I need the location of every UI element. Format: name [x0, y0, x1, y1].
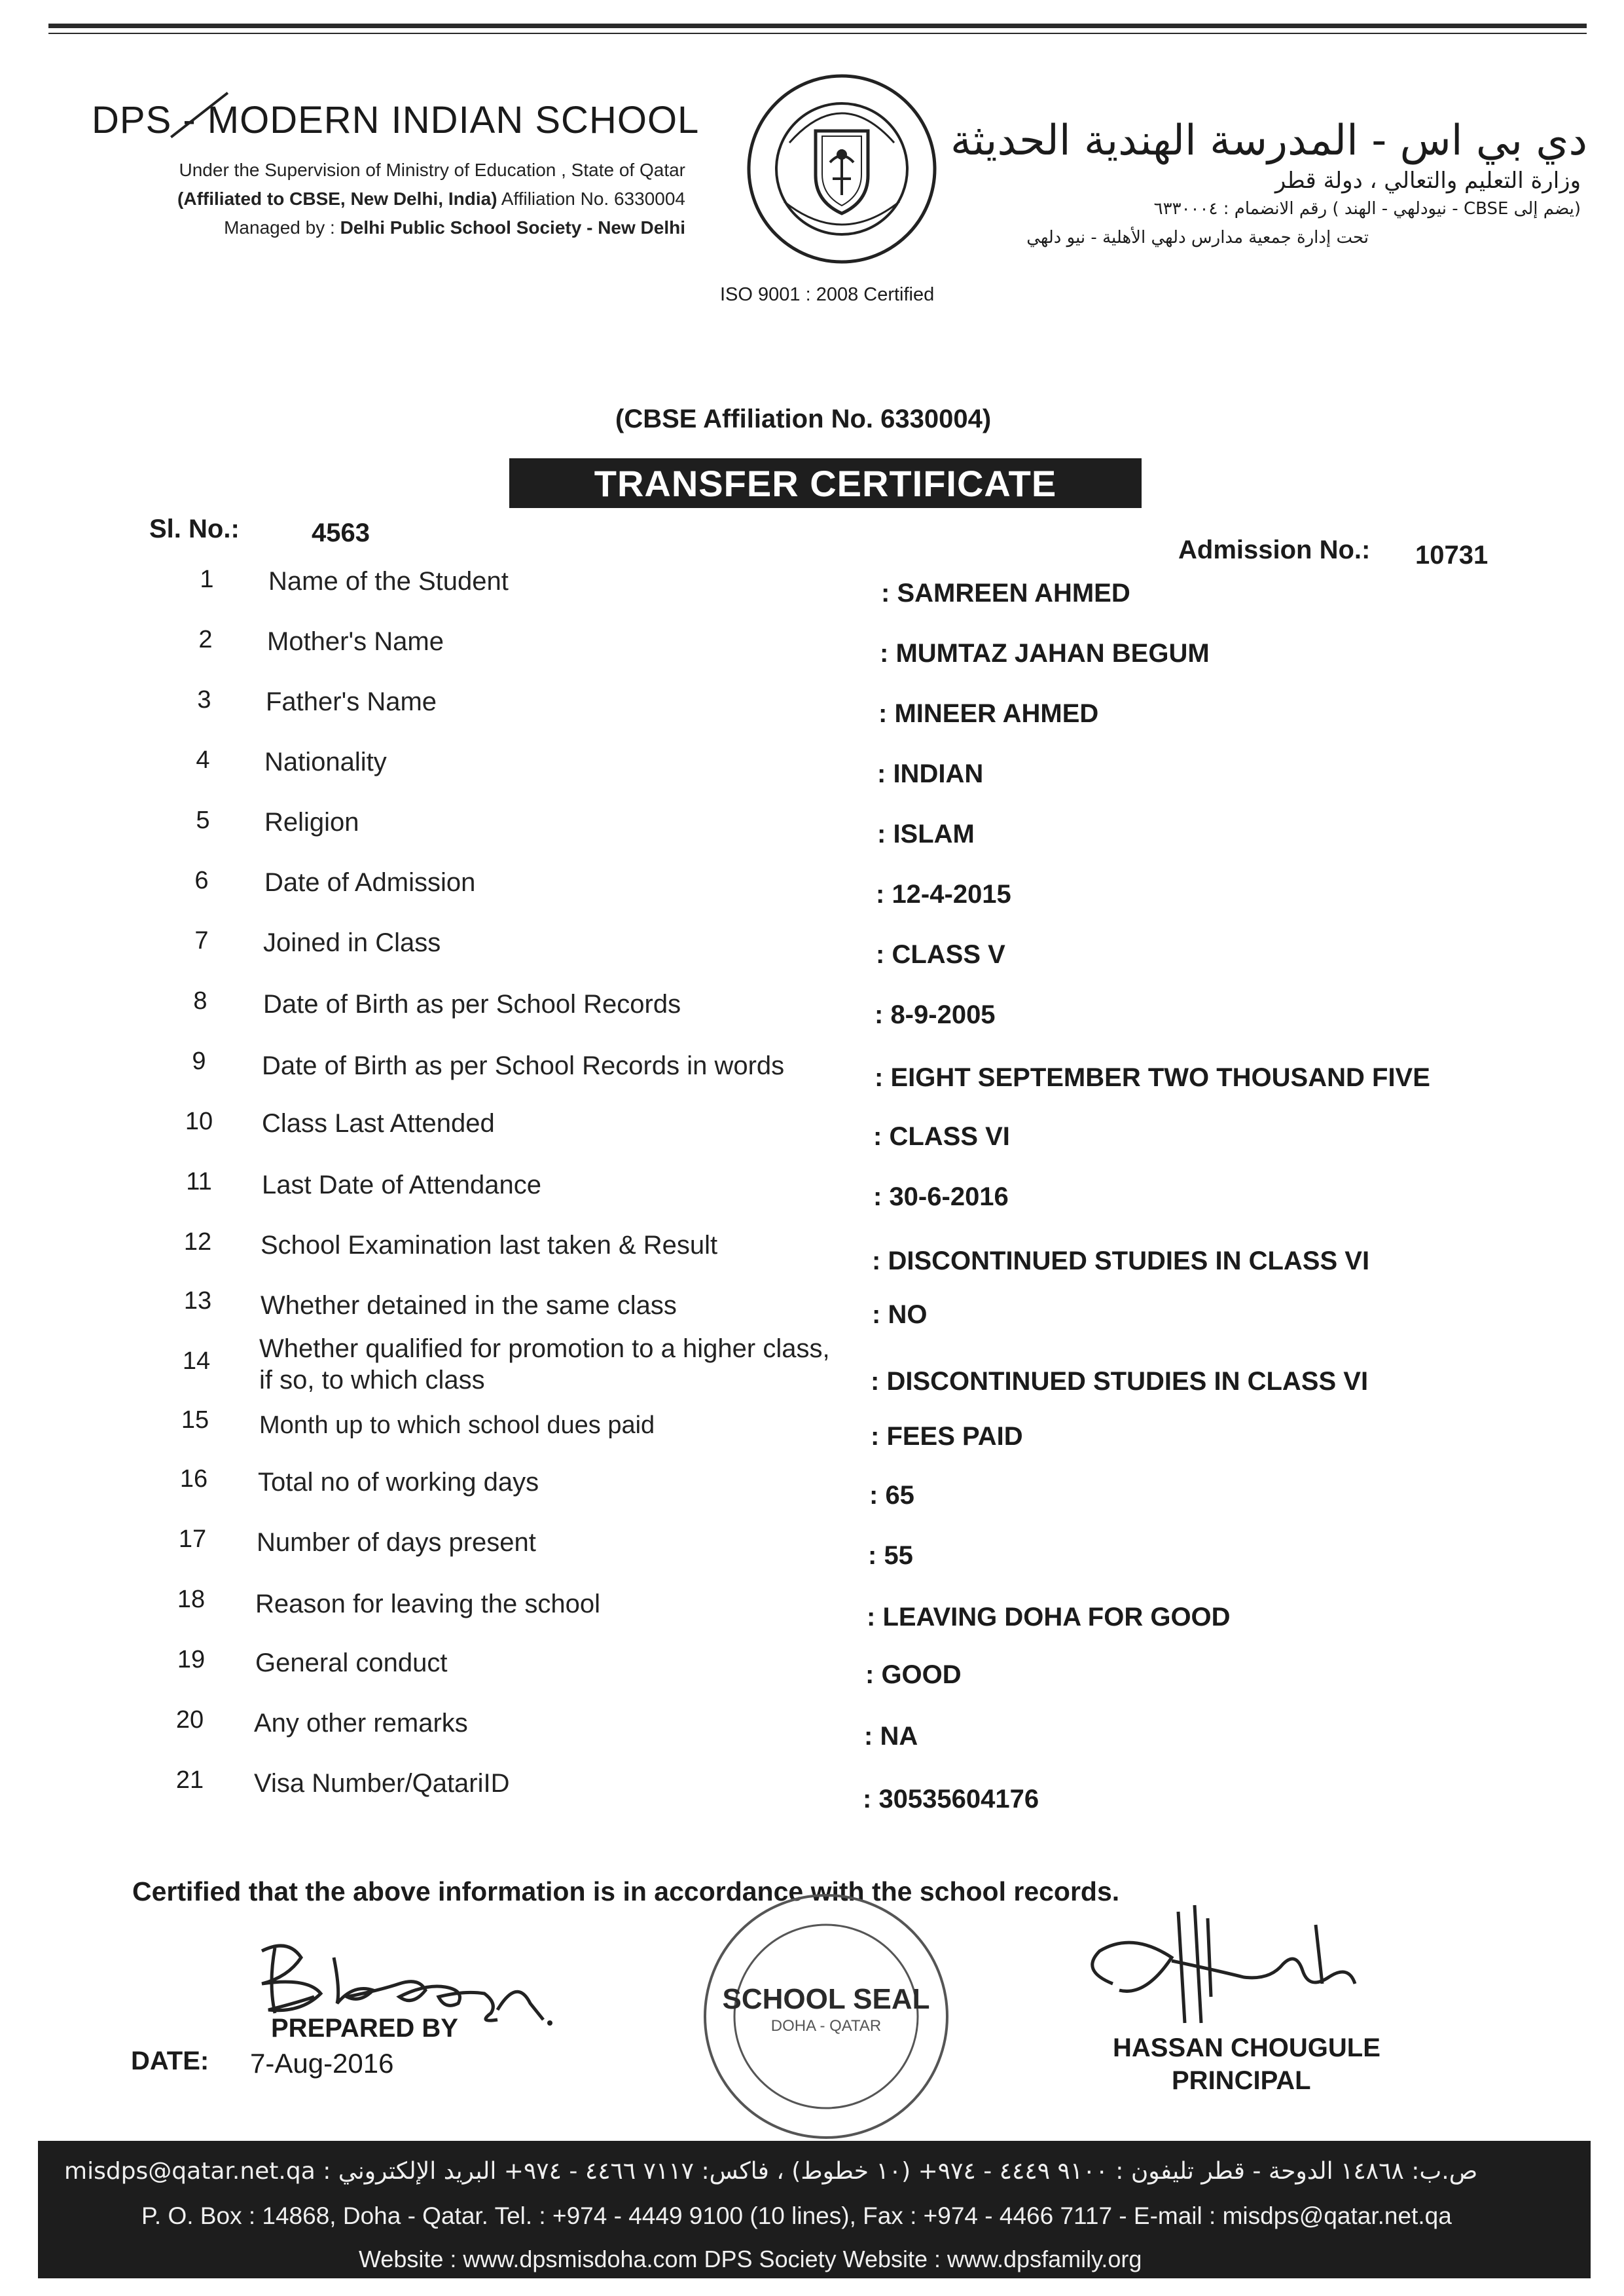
- top-rule-thin: [48, 33, 1587, 34]
- date-value: 7-Aug-2016: [250, 2048, 394, 2079]
- date-label: DATE:: [131, 2047, 209, 2075]
- row-value: : 30535604176: [863, 1785, 1039, 1814]
- row-value: : MUMTAZ JAHAN BEGUM: [880, 639, 1210, 668]
- row-label: Mother's Name: [267, 627, 444, 656]
- row-label: Reason for leaving the school: [255, 1590, 600, 1618]
- row-label: General conduct: [255, 1649, 448, 1677]
- principal-name: HASSAN CHOUGULE: [1113, 2033, 1380, 2062]
- row-number: 19: [177, 1646, 206, 1673]
- row-value: : 65: [869, 1481, 914, 1510]
- school-seal-stamp: [695, 1886, 957, 2147]
- admission-number-value: 10731: [1415, 541, 1489, 570]
- row-number: 4: [196, 746, 210, 774]
- row-number: 15: [181, 1406, 209, 1434]
- admission-number-label: Admission No.:: [1178, 536, 1371, 564]
- footer-arabic-contact: misdps@qatar.net.qa : ص.ب: ١٤٨٦٨ الدوحة - قطر تليفون : ٩١٠٠ ٤٤٤٩ - ٩٧٤+ (١٠ خطوط) ، فاكس: ٧١١٧ ٤٤٦٦ - ٩٧٤+ البريد الإلكتروني: [64, 2158, 1478, 2185]
- row-number: 2: [198, 626, 213, 653]
- row-value: : NO: [872, 1300, 927, 1330]
- row-value: : 55: [868, 1541, 913, 1571]
- arabic-ministry: وزارة التعليم والتعالي ، دولة قطر: [1274, 168, 1581, 194]
- footer-band: [38, 2141, 1591, 2278]
- managed-society: Delhi Public School Society - New Delhi: [340, 217, 685, 238]
- cbse-affiliation: (CBSE Affiliation No. 6330004): [615, 405, 992, 433]
- row-number: 7: [194, 927, 209, 955]
- row-label: Joined in Class: [263, 928, 441, 957]
- seal-title: SCHOOL SEAL: [722, 1983, 930, 2015]
- row-label: Date of Birth as per School Records in words: [262, 1051, 785, 1080]
- principal-signature: [1074, 1899, 1381, 2043]
- row-label: Any other remarks: [254, 1709, 468, 1738]
- row-number: 17: [178, 1525, 207, 1553]
- row-value: : 8-9-2005: [875, 1000, 996, 1030]
- row-value: : SAMREEN AHMED: [881, 579, 1130, 608]
- arabic-school-name: دي بي اس - المدرسة الهندية الحديثة: [950, 117, 1587, 165]
- row-number: 6: [194, 867, 209, 894]
- row-value: : DISCONTINUED STUDIES IN CLASS VI: [872, 1247, 1369, 1276]
- row-value: : EIGHT SEPTEMBER TWO THOUSAND FIVE: [875, 1063, 1430, 1093]
- row-number: 11: [186, 1168, 212, 1195]
- footer-contact: P. O. Box : 14868, Doha - Qatar. Tel. : +974 - 4449 9100 (10 lines), Fax : +974 - 4466 7117 - E-mail : misdps@qatar.net.qa: [141, 2202, 1452, 2229]
- row-label: Whether detained in the same class: [261, 1291, 677, 1320]
- row-label: Month up to which school dues paid: [259, 1412, 655, 1439]
- row-label: Religion: [264, 808, 359, 837]
- row-label: Number of days present: [257, 1528, 536, 1557]
- affiliated-text: (Affiliated to CBSE, New Delhi, India): [177, 189, 497, 209]
- serial-number-label: Sl. No.:: [149, 515, 240, 543]
- row-number: 13: [183, 1287, 212, 1315]
- row-label: Name of the Student: [268, 567, 509, 596]
- row-label: Date of Birth as per School Records: [263, 990, 681, 1019]
- serial-number-value: 4563: [312, 519, 370, 547]
- row-value: : CLASS V: [876, 940, 1005, 970]
- supervision-line: Under the Supervision of Ministry of Education , State of Qatar: [179, 160, 685, 180]
- row-value: : INDIAN: [877, 759, 983, 789]
- row-number: 8: [193, 987, 208, 1015]
- row-label: [259, 1333, 830, 1396]
- certification-statement: Certified that the above information is in accordance with the school records.: [132, 1876, 1120, 1906]
- row-value: : CLASS VI: [873, 1122, 1010, 1152]
- row-number: 5: [196, 807, 210, 834]
- affiliation-line: [177, 189, 685, 210]
- row-number: 3: [197, 686, 211, 714]
- row-number: 14: [182, 1347, 211, 1375]
- row-number: 20: [175, 1706, 204, 1734]
- row-value: : 30-6-2016: [873, 1182, 1009, 1212]
- row-number: 10: [185, 1108, 213, 1135]
- row-label: Date of Admission: [264, 868, 476, 897]
- row-label: Total no of working days: [258, 1468, 539, 1497]
- affiliation-number: Affiliation No. 6330004: [497, 189, 685, 209]
- row-number: 1: [200, 566, 214, 593]
- row-label: Last Date of Attendance: [262, 1171, 541, 1199]
- row-value: : GOOD: [865, 1660, 962, 1690]
- row-label: Father's Name: [266, 687, 437, 716]
- row-number: 21: [175, 1766, 204, 1794]
- row-label: Nationality: [264, 748, 387, 776]
- row-value: : MINEER AHMED: [878, 699, 1098, 729]
- managed-prefix: Managed by :: [224, 217, 340, 238]
- arabic-managed: تحت إدارة جمعية مدارس دلهي الأهلية - نيو دلهي: [1026, 228, 1369, 247]
- seal-city: DOHA - QATAR: [770, 2017, 882, 2035]
- row-number: 9: [192, 1048, 206, 1075]
- principal-title: PRINCIPAL: [1172, 2066, 1311, 2095]
- iso-certified: ISO 9001 : 2008 Certified: [720, 284, 935, 305]
- row-label: Class Last Attended: [262, 1109, 495, 1138]
- row-value: : NA: [864, 1722, 918, 1751]
- row-label: Visa Number/QatariID: [254, 1769, 510, 1798]
- certificate-title: TRANSFER CERTIFICATE: [509, 458, 1142, 508]
- top-rule: [48, 24, 1587, 28]
- arabic-affiliation: (يضم إلى CBSE - نيودلهي - الهند ) رقم الانضمام : ٦٣٣٠٠٠٤: [1153, 199, 1581, 219]
- row-value: : FEES PAID: [871, 1422, 1023, 1451]
- row-label: School Examination last taken & Result: [261, 1231, 718, 1260]
- school-logo: [744, 71, 940, 267]
- row-value: : 12-4-2015: [876, 880, 1011, 909]
- row-label-line2: if so, to which class: [259, 1366, 485, 1394]
- row-label-line1: Whether qualified for promotion to a higher class,: [259, 1334, 830, 1363]
- school-name: DPS - MODERN INDIAN SCHOOL: [92, 98, 699, 142]
- row-value: : LEAVING DOHA FOR GOOD: [867, 1603, 1231, 1632]
- row-value: : ISLAM: [877, 820, 975, 849]
- row-number: 12: [183, 1228, 212, 1256]
- managed-line: [224, 217, 685, 238]
- footer-websites: Website : www.dpsmisdoha.com DPS Society Website : www.dpsfamily.org: [359, 2246, 1142, 2272]
- row-number: 16: [179, 1465, 208, 1493]
- row-value: : DISCONTINUED STUDIES IN CLASS VI: [871, 1367, 1368, 1396]
- prepared-by-label: PREPARED BY: [271, 2014, 458, 2043]
- row-number: 18: [177, 1586, 206, 1613]
